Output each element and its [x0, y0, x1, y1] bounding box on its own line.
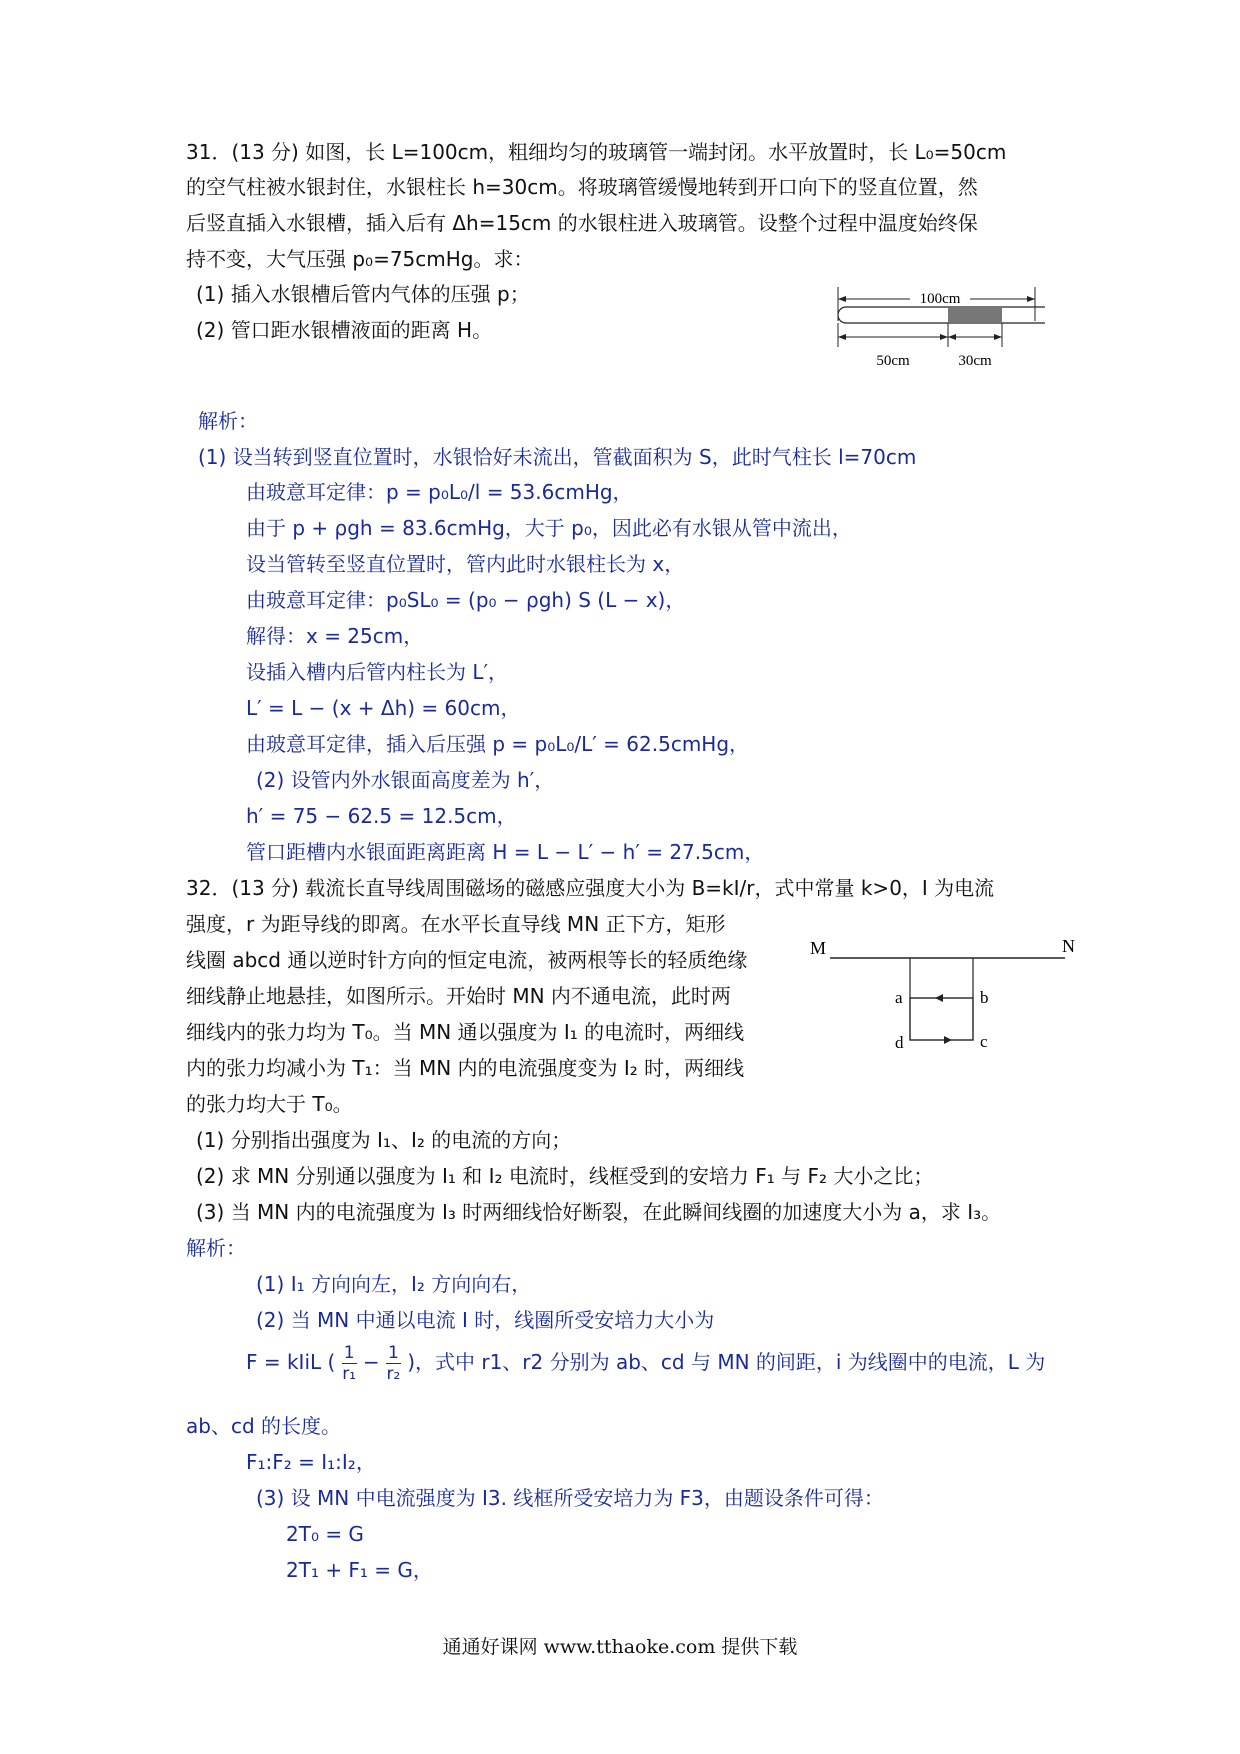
mercury-column — [948, 308, 1002, 322]
formula-lead: F = kIiL ( — [246, 1350, 336, 1374]
q31-fig-total-label: 100cm — [919, 291, 961, 307]
current-arrow-bottom — [944, 1036, 952, 1044]
fraction-1-over-r1: $\frac{1}{\text{r₁}}$ — [342, 1343, 356, 1384]
q31-part-1: (1) 插入水银槽后管内气体的压强 p； — [196, 282, 530, 306]
q31-part-2: (2) 管口距水银槽液面的距离 H。 — [196, 318, 493, 342]
q32-line-5: 细线内的张力均为 T₀。当 MN 通以强度为 I₁ 的电流时，两细线 — [186, 1020, 745, 1044]
q32-fig-label-a: a — [895, 988, 903, 1007]
q31-line-2: 的空气柱被水银封住，水银柱长 h=30cm。将玻璃管缓慢地转到开口向下的竖直位置，然 — [186, 175, 978, 199]
q32-formula-next: ab、cd 的长度。 — [186, 1414, 341, 1438]
page-footer: 通通好课网 www.tthaoke.com 提供下载 — [442, 1636, 798, 1658]
coil-abcd — [910, 998, 973, 1040]
q32-solution-title: 解析： — [186, 1236, 246, 1260]
q32-fig-label-c: c — [980, 1032, 988, 1051]
q32-line-3: 线圈 abcd 通以逆时针方向的恒定电流，被两根等长的轻质绝缘 — [186, 948, 748, 972]
q31-sol-line-11: h′ = 75 − 62.5 = 12.5cm， — [246, 804, 517, 828]
q31-fig-right-label: 30cm — [958, 353, 992, 369]
q31-line-4: 持不变，大气压强 p₀=75cmHg。求： — [186, 247, 534, 271]
q32-line-2: 强度，r 为距导线的即离。在水平长直导线 MN 正下方，矩形 — [186, 912, 726, 936]
q32-sol-2: (2) 当 MN 中通以电流 I 时，线圈所受安培力大小为 — [256, 1308, 715, 1332]
fraction-1-over-r2: $\frac{1}{\text{r₂}}$ — [386, 1343, 401, 1384]
q31-sol-line-8: L′ = L − (x + Δh) = 60cm， — [246, 696, 521, 720]
q32-sol-1: (1) I₁ 方向向左，I₂ 方向向右， — [256, 1272, 532, 1296]
q32-formula-line — [246, 1340, 1045, 1384]
q32-line-4: 细线静止地悬挂，如图所示。开始时 MN 内不通电流，此时两 — [186, 984, 731, 1008]
q32-fig-label-m: M — [810, 938, 827, 958]
q32-line-1: 32．(13 分) 载流长直导线周围磁场的磁感应强度大小为 B=kI/r，式中常量 k>0，I 为电流 — [186, 876, 995, 900]
q32-fig-label-b: b — [980, 988, 989, 1007]
q31-sol-line-12: 管口距槽内水银面距离距离 H = L − L′ − h′ = 27.5cm， — [246, 840, 765, 864]
q32-part-3: (3) 当 MN 内的电流强度为 I₃ 时两细线恰好断裂，在此瞬间线圈的加速度大小为 a，求 I₃。 — [196, 1200, 1002, 1224]
q31-sol-line-1: (1) 设当转到竖直位置时，水银恰好未流出，管截面积为 S，此时气柱长 l=70cm — [198, 445, 917, 469]
q32-eq-2: 2T₁ + F₁ = G， — [286, 1558, 433, 1582]
q31-line-1: 31．(13 分) 如图，长 L=100cm，粗细均匀的玻璃管一端封闭。水平放置时，长 L₀=50cm — [186, 140, 1007, 164]
q32-part-2: (2) 求 MN 分别通以强度为 I₁ 和 I₂ 电流时，线框受到的安培力 F₁ 与 F₂ 大小之比； — [196, 1164, 934, 1188]
q31-sol-line-2: 由玻意耳定律：p = p₀L₀/l = 53.6cmHg， — [246, 480, 633, 504]
q32-line-7: 的张力均大于 T₀。 — [186, 1092, 353, 1116]
q32-line-6: 内的张力均减小为 T₁：当 MN 内的电流强度变为 I₂ 时，两细线 — [186, 1056, 745, 1080]
q31-line-3: 后竖直插入水银槽，插入后有 Δh=15cm 的水银柱进入玻璃管。设整个过程中温度始终保 — [186, 211, 978, 235]
q31-sol-line-7: 设插入槽内后管内柱长为 L′， — [246, 660, 509, 684]
q31-sol-line-5: 由玻意耳定律：p₀SL₀ = (p₀ − ρgh) S (L − x)， — [246, 588, 686, 612]
q32-sol-3: (3) 设 MN 中电流强度为 I3. 线框所受安培力为 F3，由题设条件可得： — [256, 1486, 884, 1510]
current-arrow-top — [935, 994, 943, 1002]
q32-part-1: (1) 分别指出强度为 I₁、I₂ 的电流的方向； — [196, 1128, 572, 1152]
q31-tube-figure — [830, 285, 1060, 395]
q31-fig-left-label: 50cm — [876, 353, 910, 369]
q31-sol-line-4: 设当管转至竖直位置时，管内此时水银柱长为 x， — [246, 552, 685, 576]
q32-ratio: F₁:F₂ = I₁:I₂， — [246, 1450, 376, 1474]
q31-solution-title: 解析： — [198, 409, 258, 433]
q32-coil-figure — [800, 930, 1090, 1060]
q31-sol-line-9: 由玻意耳定律，插入后压强 p = p₀L₀/L′ = 62.5cmHg， — [246, 732, 750, 756]
q32-fig-label-n: N — [1062, 936, 1075, 956]
formula-minus: − — [362, 1350, 380, 1374]
q31-sol-line-6: 解得：x = 25cm， — [246, 624, 424, 648]
q32-eq-1: 2T₀ = G — [286, 1522, 364, 1546]
formula-tail: )，式中 r1、r2 分别为 ab、cd 与 MN 的间距，i 为线圈中的电流，L 为 — [407, 1350, 1046, 1374]
q31-sol-line-10: (2) 设管内外水银面高度差为 h′， — [256, 768, 555, 792]
q31-sol-line-3: 由于 p + ρgh = 83.6cmHg，大于 p₀，因此必有水银从管中流出， — [246, 516, 852, 540]
q32-fig-label-d: d — [895, 1033, 904, 1052]
